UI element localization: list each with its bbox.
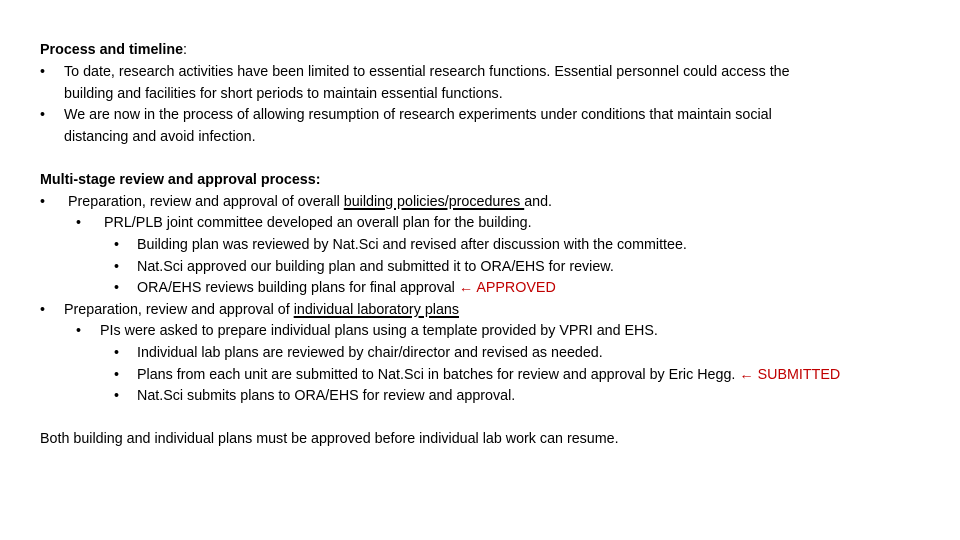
bullet: •: [76, 323, 82, 339]
section1-item-2-line2: distancing and avoid infection.: [64, 129, 256, 145]
individual-step-1-text: Individual lab plans are reviewed by chair/director and revised as needed.: [137, 345, 603, 361]
individual-step-1: [114, 344, 603, 362]
bullet: •: [114, 367, 120, 383]
bullet: •: [76, 215, 82, 231]
individual-plan-item: [40, 301, 459, 319]
section1-heading: Process and timeline: [40, 42, 184, 58]
section1-heading-colon: :: [183, 42, 188, 58]
bullet: •: [114, 345, 120, 361]
building-step-2: [114, 258, 614, 276]
building-plan-suffix: and.: [524, 194, 553, 210]
individual-plans-link: individual laboratory plans: [293, 302, 459, 318]
building-plan-item: [40, 193, 552, 211]
section1-item-2-cont: [64, 128, 256, 146]
bullet: •: [40, 194, 46, 210]
section1-heading-line: [40, 41, 187, 59]
section1-item-1: [40, 63, 790, 81]
bullet: •: [40, 302, 46, 318]
section1-item-1-line1: To date, research activities have been limited to essential research functions. Essential personnel could access the: [64, 64, 790, 80]
individual-step-3: [114, 387, 515, 405]
approved-status: ← APPROVED: [458, 280, 556, 296]
individual-sub-item: [76, 322, 658, 340]
building-sub-item: [76, 214, 532, 232]
footer-note: Both building and individual plans must be approved before individual lab work can resume.: [40, 431, 619, 447]
individual-sub-text: PIs were asked to prepare individual plans using a template provided by VPRI and EHS.: [100, 323, 658, 339]
submitted-status: ← SUBMITTED: [739, 367, 841, 383]
section2-heading: Multi-stage review and approval process:: [40, 172, 321, 188]
section1-item-1-cont: [64, 85, 503, 103]
bullet: •: [40, 64, 46, 80]
individual-step-3-text: Nat.Sci submits plans to ORA/EHS for review and approval.: [137, 388, 516, 404]
individual-step-2-text: Plans from each unit are submitted to Nat.Sci in batches for review and approval by Eric Hegg.: [137, 367, 740, 383]
bullet: •: [114, 237, 120, 253]
section1-item-2-line1: We are now in the process of allowing resumption of research experiments under conditions that maintain social: [64, 107, 772, 123]
section1-item-2: [40, 106, 772, 124]
individual-step-2: [114, 366, 840, 384]
building-sub-text: PRL/PLB joint committee developed an overall plan for the building.: [104, 215, 532, 231]
building-step-1-text: Building plan was reviewed by Nat.Sci and revised after discussion with the committee.: [137, 237, 687, 253]
building-step-1: [114, 236, 687, 254]
bullet: •: [114, 280, 120, 296]
building-step-3-text: ORA/EHS reviews building plans for final approval: [137, 280, 459, 296]
section1-item-1-line2: building and facilities for short periods to maintain essential functions.: [64, 86, 503, 102]
individual-plan-prefix: Preparation, review and approval of: [64, 302, 294, 318]
building-policies-link: building policies/procedures: [343, 194, 525, 210]
building-plan-prefix: Preparation, review and approval of overall: [68, 194, 344, 210]
building-step-2-text: Nat.Sci approved our building plan and submitted it to ORA/EHS for review.: [137, 259, 614, 275]
bullet: •: [114, 259, 120, 275]
building-step-3: [114, 279, 556, 297]
bullet: •: [40, 107, 46, 123]
bullet: •: [114, 388, 120, 404]
